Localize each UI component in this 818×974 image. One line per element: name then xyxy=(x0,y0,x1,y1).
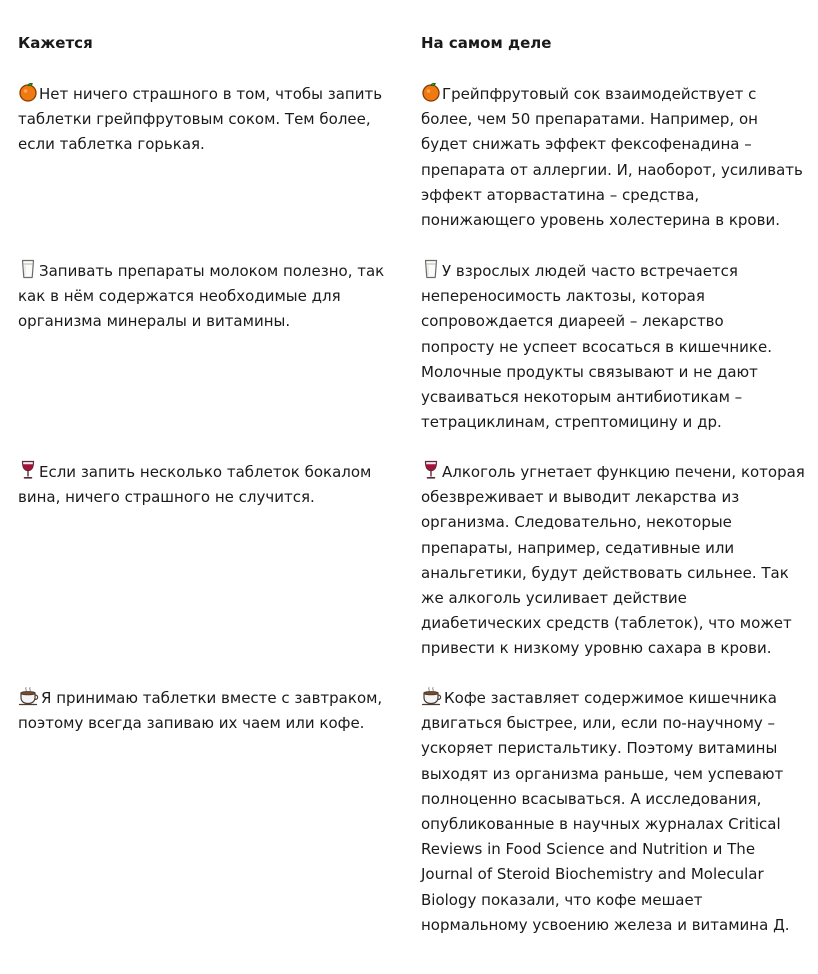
fact-text-line xyxy=(421,460,805,485)
fact-cell xyxy=(421,460,805,662)
milk-glass-icon xyxy=(18,259,38,279)
myth-text-line xyxy=(18,284,384,309)
fact-text: Biology показали, что кофе мешает xyxy=(421,890,703,909)
fact-text-line xyxy=(421,485,805,510)
fact-text: У взрослых людей часто встречается xyxy=(442,262,738,280)
myth-text-line xyxy=(18,460,371,485)
myth-text-line xyxy=(18,711,382,736)
fact-text-line xyxy=(421,611,805,636)
fact-cell xyxy=(421,686,790,938)
myth-cell xyxy=(18,460,371,510)
fact-text-line xyxy=(421,385,772,410)
fact-text: нормальному усвоению железа и витамина Д. xyxy=(421,915,790,934)
fact-text: усваиваться некоторым антибиотикам – xyxy=(421,388,743,407)
fact-text-line xyxy=(421,183,803,208)
myth-cell xyxy=(18,259,384,335)
fact-text: же алкоголь усиливает действие xyxy=(421,589,687,608)
coffee-cup-icon xyxy=(421,686,443,706)
fact-text: Reviews in Food Science and Nutrition и The xyxy=(421,840,756,859)
myth-text-line xyxy=(18,485,371,510)
myth-text-line xyxy=(18,132,382,157)
fact-text: обезвреживает и выводит лекарства из xyxy=(421,488,740,507)
fact-cell xyxy=(421,259,772,435)
fact-text: попросту не успеет всосаться в кишечнике. xyxy=(421,337,772,356)
myth-text: поэтому всегда запиваю их чаем или кофе. xyxy=(18,714,365,733)
fact-text: диабетических средств (таблеток), что может xyxy=(421,614,792,633)
myth-text: Я принимаю таблетки вместе с завтраком, xyxy=(41,689,383,707)
fact-text: привести к низкому уровню сахара в крови. xyxy=(421,639,772,658)
fact-text-line xyxy=(421,107,803,132)
fact-text: Грейпфрутовый сок взаимодействует с xyxy=(442,85,757,103)
fact-text-line xyxy=(421,812,790,837)
myth-text: организма минералы и витамины. xyxy=(18,312,291,331)
fact-text-line xyxy=(421,360,772,385)
fact-text-line xyxy=(421,862,790,887)
myth-text: если таблетка горькая. xyxy=(18,135,205,154)
myth-text: как в нём содержатся необходимые для xyxy=(18,287,341,306)
fact-text: организма. Следовательно, некоторые xyxy=(421,513,732,532)
coffee-cup-icon xyxy=(18,686,40,706)
myth-text-line xyxy=(18,259,384,284)
fact-text: Journal of Steroid Biochemistry and Molecular xyxy=(421,865,764,884)
fact-text-line xyxy=(421,410,772,435)
fact-text-line xyxy=(421,762,790,787)
fact-text: полноценно всасываться. А исследования, xyxy=(421,789,762,808)
myth-column-header: Кажется xyxy=(18,34,93,52)
myth-text-line xyxy=(18,686,382,711)
fact-text-line xyxy=(421,636,805,661)
fact-text: ускоряет перистальтику. Поэтому витамины xyxy=(421,739,778,758)
wine-glass-icon xyxy=(18,460,38,480)
fact-text: более, чем 50 препаратами. Например, он xyxy=(421,110,758,129)
fact-text: опубликованные в научных журналах Critical xyxy=(421,815,781,834)
wine-glass-icon xyxy=(421,460,441,480)
myth-text: Если запить несколько таблеток бокалом xyxy=(39,463,372,481)
fact-text-line xyxy=(421,208,803,233)
fact-text-line xyxy=(421,259,772,284)
fact-cell xyxy=(421,82,803,233)
fact-text-line xyxy=(421,711,790,736)
milk-glass-icon xyxy=(421,259,441,279)
myth-cell xyxy=(18,686,382,736)
fact-text-line xyxy=(421,837,790,862)
fact-column-header: На самом деле xyxy=(421,34,552,52)
fact-text-line xyxy=(421,132,803,157)
myth-text: таблетки грейпфрутовым соком. Тем более, xyxy=(18,110,371,129)
fact-text: Кофе заставляет содержимое кишечника xyxy=(444,689,777,707)
fact-text-line xyxy=(421,536,805,561)
fact-text: анальгетики, будут действовать сильнее. Так xyxy=(421,563,789,582)
fact-text-line xyxy=(421,561,805,586)
fact-text-line xyxy=(421,913,790,938)
myth-text-line xyxy=(18,82,382,107)
myth-text: Нет ничего страшного в том, чтобы запить xyxy=(39,85,383,103)
fact-text: Молочные продукты связывают и не дают xyxy=(421,362,758,381)
fact-text-line xyxy=(421,736,790,761)
myth-text-line xyxy=(18,107,382,132)
fact-text: выходят из организма раньше, чем успевают xyxy=(421,764,784,783)
fact-text-line xyxy=(421,888,790,913)
fact-text-line xyxy=(421,586,805,611)
fact-text-line xyxy=(421,284,772,309)
fact-text-line xyxy=(421,82,803,107)
fact-text: Алкоголь угнетает функцию печени, которая xyxy=(442,463,805,481)
fact-text: понижающего уровень холестерина в крови. xyxy=(421,211,780,230)
fact-text-line xyxy=(421,309,772,334)
orange-icon xyxy=(421,82,441,102)
fact-text-line xyxy=(421,158,803,183)
fact-text: препараты, например, седативные или xyxy=(421,538,735,557)
fact-text: непереносимость лактозы, которая xyxy=(421,287,705,306)
myth-text-line xyxy=(18,309,384,334)
fact-text: двигаться быстрее, или, если по-научному – xyxy=(421,714,776,733)
fact-text-line xyxy=(421,787,790,812)
orange-icon xyxy=(18,82,38,102)
fact-text: будет снижать эффект фексофенадина – xyxy=(421,135,752,154)
fact-text-line xyxy=(421,510,805,535)
fact-text-line xyxy=(421,686,790,711)
fact-text: препарата от аллергии. И, наоборот, усиливать xyxy=(421,160,803,179)
fact-text-line xyxy=(421,335,772,360)
fact-text: тетрациклинам, стрептомицину и др. xyxy=(421,413,722,432)
myth-text: вина, ничего страшного не случится. xyxy=(18,488,315,507)
myth-cell xyxy=(18,82,382,158)
fact-text: сопровождается диареей – лекарство xyxy=(421,312,724,331)
myth-text: Запивать препараты молоком полезно, так xyxy=(39,262,385,280)
fact-text: эффект аторвастатина – средства, xyxy=(421,185,700,204)
